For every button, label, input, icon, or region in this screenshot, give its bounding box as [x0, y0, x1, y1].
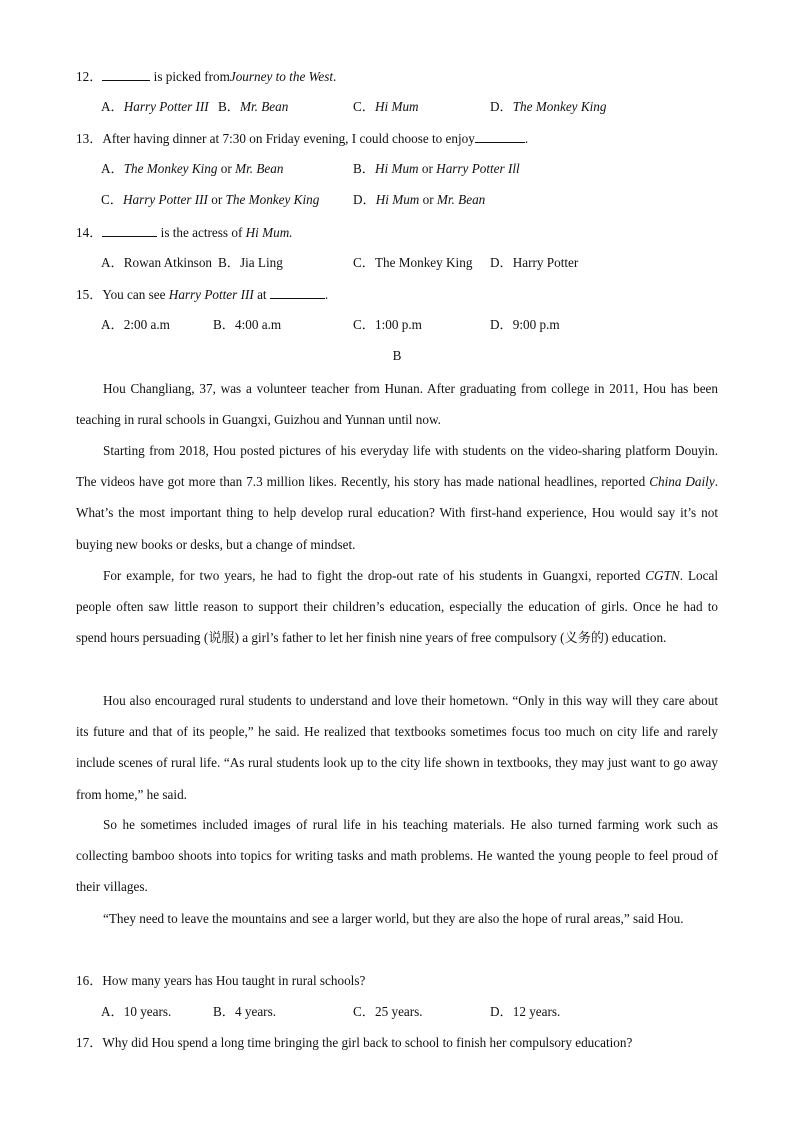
passage-paragraph-4: Hou also encouraged rural students to understand and love their hometown. “Only in this way will they care about its future and that of its people,” he said. He realized that textbooks sometimes focus too much on city life and rarely include scenes of rural life. “As rural students look up to the city life shown in textbooks, they may just want to go away from home,” he said. — [76, 693, 718, 802]
question-number: 14． — [76, 225, 103, 240]
q16-option-b: B．4 years. — [213, 1004, 276, 1019]
passage-paragraph-1: Hou Changliang, 37, was a volunteer teacher from Hunan. After graduating from college in 2011, Hou has been teaching in rural schools in Guangxi, Guizhou and Yunnan until now. — [76, 381, 718, 428]
q14-option-c: C．The Monkey King — [353, 255, 473, 270]
question-15: 15．You can see Harry Potter III at . — [76, 287, 329, 302]
q13-option-a: A．The Monkey King or Mr. Bean — [101, 161, 284, 176]
q16-option-c: C．25 years. — [353, 1004, 423, 1019]
question-number: 15． — [76, 287, 103, 302]
question-17: 17．Why did Hou spend a long time bringing the girl back to school to finish her compulsory education? — [76, 1035, 633, 1050]
q14-option-b: B．Jia Ling — [218, 255, 283, 270]
q12-option-c: C．Hi Mum — [353, 99, 419, 114]
source-name: China Daily — [649, 474, 715, 490]
passage-paragraph-3: For example, for two years, he had to fight the drop-out rate of his students in Guangxi, reported CGTN. Local people often saw little reason to support their children’s education, especially the education of girls. Once he had to spend hours persuading (说服) a girl’s father to let her finish nine years of free compulsory (义务的) education. — [76, 568, 718, 646]
question-number: 16． — [76, 973, 103, 988]
section-heading: B — [392, 348, 402, 363]
q15-option-d: D．9:00 p.m — [490, 317, 560, 332]
answer-blank — [270, 286, 325, 299]
passage-paragraph-6: “They need to leave the mountains and see a larger world, but they are also the hope of rural areas,” said Hou. — [103, 911, 684, 926]
question-14: 14． is the actress of Hi Mum. — [76, 225, 293, 240]
answer-blank — [475, 130, 525, 143]
q13-option-c: C．Harry Potter III or The Monkey King — [101, 192, 320, 207]
q16-option-a: A．10 years. — [101, 1004, 172, 1019]
source-name: CGTN — [645, 568, 680, 583]
question-16: 16．How many years has Hou taught in rural schools? — [76, 973, 366, 988]
q12-option-b: B．Mr. Bean — [218, 99, 289, 114]
q14-option-d: D．Harry Potter — [490, 255, 579, 270]
passage-paragraph-5: So he sometimes included images of rural life in his teaching materials. He also turned farming work such as collecting bamboo shoots into topics for writing tasks and math problems. He wanted the young people to feel proud of their villages. — [76, 817, 718, 895]
q14-option-a: A．Rowan Atkinson — [101, 255, 213, 270]
question-number: 13． — [76, 131, 103, 146]
answer-blank — [102, 224, 157, 237]
q13-option-d: D．Hi Mum or Mr. Bean — [353, 192, 486, 207]
book-title: Journey to the West — [229, 69, 334, 84]
answer-blank — [102, 68, 150, 81]
question-number: 17． — [76, 1035, 103, 1050]
q12-option-a: A．Harry Potter III — [101, 99, 209, 114]
question-number: 12． — [76, 69, 103, 84]
question-12: 12． is picked fromJourney to the West. — [76, 69, 337, 84]
q15-option-a: A．2:00 a.m — [101, 317, 170, 332]
q13-option-b: B．Hi Mum or Harry Potter Ill — [353, 161, 520, 176]
q15-option-b: B．4:00 a.m — [213, 317, 282, 332]
passage-paragraph-2: Starting from 2018, Hou posted pictures of his everyday life with students on the video-sharing platform Douyin. The videos have got more than 7.3 million likes. Recently, his story has made national headlines, reported China Daily. What’s the most important thing to help develop rural education? With first-hand experience, Hou would say it’s not buying new books or desks, but a change of mindset. — [76, 443, 718, 552]
q12-option-d: D．The Monkey King — [490, 99, 607, 114]
q15-option-c: C．1:00 p.m — [353, 317, 422, 332]
q16-option-d: D．12 years. — [490, 1004, 561, 1019]
question-13: 13．After having dinner at 7:30 on Friday evening, I could choose to enjoy . — [76, 131, 529, 146]
